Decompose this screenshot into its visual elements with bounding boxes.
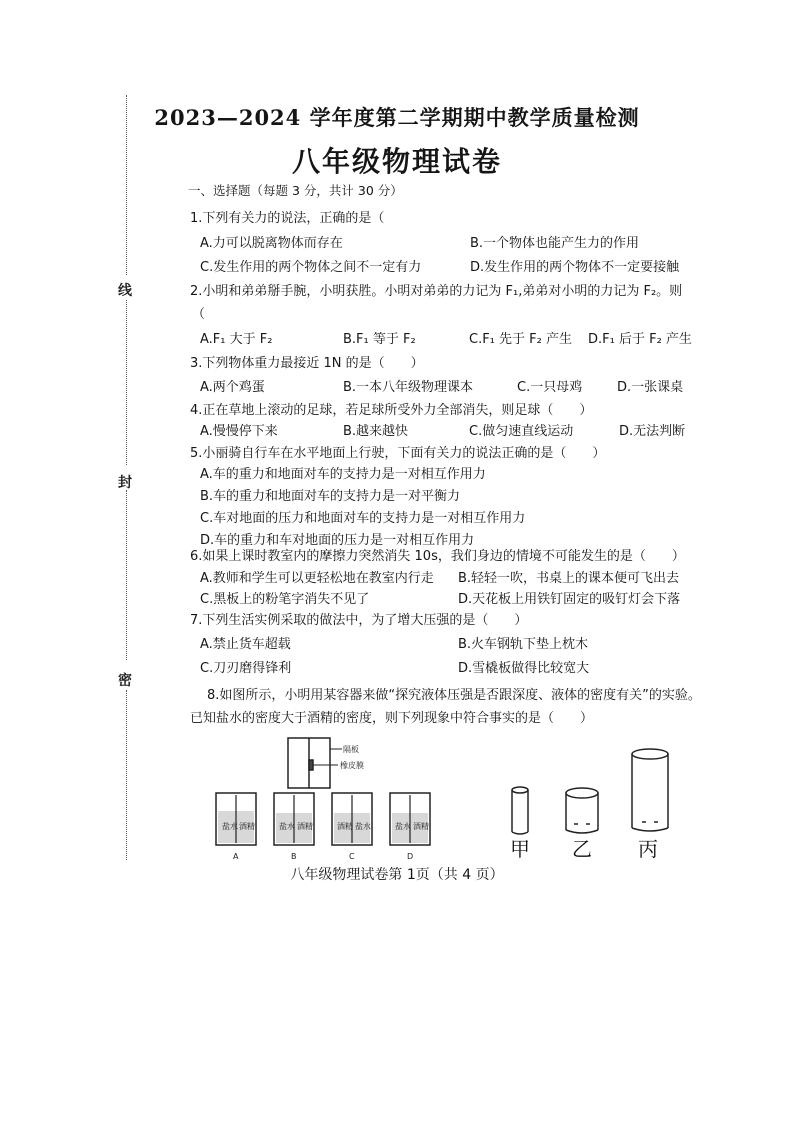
question-3-stem: 3.下列物体重力最接近 1N 的是（ ）: [190, 356, 424, 371]
question-4-option-c: C.做匀速直线运动: [469, 424, 574, 439]
cylinder-jia-label: 甲: [510, 837, 530, 860]
question-4-option-a: A.慢慢停下来: [200, 424, 278, 439]
question-6-stem: 6.如果上课时教室内的摩擦力突然消失 10s，我们身边的情境不可能发生的是（ ）: [190, 549, 685, 564]
question-7-stem: 7.下列生活实例采取的做法中，为了增大压强的是（ ）: [190, 613, 528, 628]
question-7-option-a: A.禁止货车超载: [200, 637, 291, 652]
question-4-option-d: D.无法判断: [619, 424, 686, 439]
cylinder-bing-label: 丙: [638, 837, 658, 860]
question-3-option-d: D.一张课桌: [617, 380, 684, 395]
question-2-option-d: D.F₁ 后于 F₂ 产生: [588, 332, 692, 347]
rubber-membrane-label: 橡皮膜: [340, 761, 364, 770]
cylinder-bing: [632, 749, 668, 831]
question-2-option-a: A.F₁ 大于 F₂: [200, 332, 273, 347]
question-5-option-a: A.车的重力和地面对车的支持力是一对相互作用力: [200, 467, 486, 482]
question-7-option-b: B.火车钢轨下垫上枕木: [458, 637, 589, 652]
question-5-stem: 5.小丽骑自行车在水平地面上行驶，下面有关力的说法正确的是（ ）: [190, 446, 606, 461]
question-5-option-b: B.车的重力和地面对车的支持力是一对平衡力: [200, 489, 461, 504]
binding-dotted-line: [126, 300, 127, 465]
question-6-option-c: C.黑板上的粉笔字消失不见了: [200, 592, 370, 607]
section-heading: 一、选择题（每题 3 分，共计 30 分）: [188, 183, 403, 198]
question-2-option-b: B.F₁ 等于 F₂: [343, 332, 416, 347]
beaker-c-left-liquid: 酒精: [337, 822, 353, 831]
question-3-option-a: A.两个鸡蛋: [200, 380, 265, 395]
question-1-option-d: D.发生作用的两个物体不一定要接触: [470, 260, 680, 275]
question-4-option-b: B.越来越快: [343, 424, 409, 439]
question-6-option-b: B.轻轻一吹，书桌上的课本便可飞出去: [458, 571, 680, 586]
page-footer: 八年级物理试卷第 1页（共 4 页）: [290, 867, 504, 883]
partition-label: 隔板: [343, 745, 359, 754]
binding-dotted-line: [126, 690, 127, 860]
cylinder-jia: [512, 787, 528, 834]
beaker-d-left-liquid: 盐水: [395, 822, 411, 831]
question-7-option-c: C.刀刃磨得锋利: [200, 661, 292, 676]
cylinder-yi: [566, 788, 598, 833]
question-7-option-d: D.雪橇板做得比较宽大: [458, 661, 590, 676]
beaker-d-letter: D: [407, 852, 414, 861]
partitioned-container: [288, 738, 330, 788]
binding-mark-secret: 密: [118, 673, 132, 689]
beaker-b: [274, 793, 314, 861]
exam-title: 2023—2024 学年度第二学期期中教学质量检测: [154, 105, 640, 130]
beaker-a: [216, 793, 256, 861]
question-4-stem: 4.正在草地上滚动的足球，若足球所受外力全部消失，则足球（ ）: [190, 403, 593, 418]
binding-dotted-line: [126, 490, 127, 660]
binding-mark-line: 线: [118, 283, 132, 299]
beaker-d-right-liquid: 酒精: [413, 822, 429, 831]
beaker-b-right-liquid: 酒精: [297, 822, 313, 831]
question-6-option-d: D.天花板上用铁钉固定的吸钉灯会下落: [458, 592, 681, 607]
beaker-a-left-liquid: 盐水: [222, 822, 238, 831]
question-5-option-d: D.车的重力和车对地面的压力是一对相互作用力: [200, 533, 475, 548]
question-8-figure-beakers: [210, 733, 460, 868]
question-2-stem-cont: （: [192, 307, 206, 322]
beaker-d: [390, 793, 430, 861]
beaker-c: [332, 793, 372, 861]
question-1-stem: 1.下列有关力的说法，正确的是（: [190, 211, 385, 226]
question-2-stem: 2.小明和弟弟掰手腕，小明获胜。小明对弟弟的力记为 F₁,弟弟对小明的力记为 F₂。则: [190, 284, 683, 299]
question-1-option-b: B.一个物体也能产生力的作用: [470, 236, 640, 251]
beaker-b-letter: B: [291, 852, 297, 861]
question-5-option-c: C.车对地面的压力和地面对车的支持力是一对相互作用力: [200, 511, 526, 526]
question-2-option-c: C.F₁ 先于 F₂ 产生: [469, 332, 572, 347]
question-1-option-a: A.力可以脱离物体而存在: [200, 236, 343, 251]
question-3-option-c: C.一只母鸡: [517, 380, 583, 395]
question-8-stem: 8.如图所示，小明用某容器来做“探究液体压强是否跟深度、液体的密度有关”的实验。: [207, 688, 701, 703]
question-3-option-b: B.一本八年级物理课本: [343, 380, 474, 395]
beaker-b-left-liquid: 盐水: [279, 822, 295, 831]
beaker-c-letter: C: [349, 852, 355, 861]
question-8-figure-cylinders: [500, 748, 690, 860]
cylinder-yi-label: 乙: [572, 837, 592, 860]
beaker-a-right-liquid: 酒精: [239, 822, 255, 831]
beaker-a-letter: A: [233, 852, 239, 861]
binding-mark-seal: 封: [118, 475, 132, 491]
exam-subtitle: 八年级物理试卷: [291, 145, 502, 178]
beaker-c-right-liquid: 盐水: [355, 822, 371, 831]
question-6-option-a: A.教师和学生可以更轻松地在教室内行走: [200, 571, 434, 586]
question-1-option-c: C.发生作用的两个物体之间不一定有力: [200, 260, 422, 275]
question-8-stem-cont: 已知盐水的密度大于酒精的密度，则下列现象中符合事实的是（ ）: [190, 711, 594, 726]
